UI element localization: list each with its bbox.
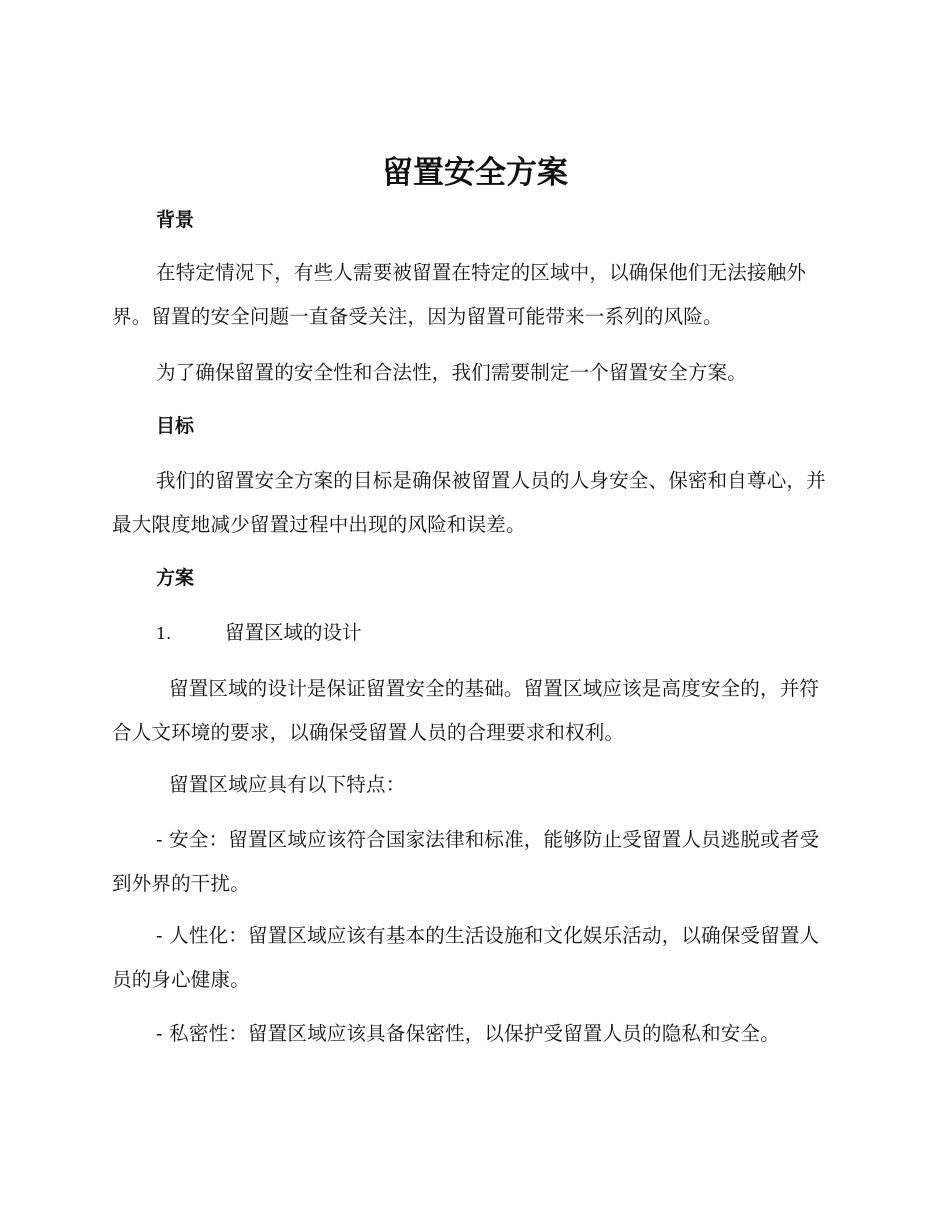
plan-list-item [156, 618, 362, 649]
feature-item-privacy: - 私密性：留置区域应该具备保密性，以保护受留置人员的隐私和安全。 [156, 1022, 780, 1045]
plan-paragraph-2: 留置区域应具有以下特点： [169, 773, 406, 796]
background-paragraph-1: 在特定情况下，有些人需要被留置在特定的区域中，以确保他们无法接触外界。留置的安全问题一直备受关注，因为留置可能带来一系列的风险。 [112, 261, 807, 328]
section-heading-plan: 方案 [156, 567, 195, 589]
section-heading-background: 背景 [156, 209, 195, 231]
document-title: 留置安全方案 [382, 155, 568, 191]
plan-paragraph-1: 留置区域的设计是保证留置安全的基础。留置区域应该是高度安全的，并符合人文环境的要求，以确保受留置人员的合理要求和权利。 [112, 677, 820, 744]
plan-item-number: 1. [156, 624, 172, 643]
goal-paragraph-1: 我们的留置安全方案的目标是确保被留置人员的人身安全、保密和自尊心，并最大限度地减少留置过程中出现的风险和误差。 [112, 469, 826, 536]
feature-item-humane: - 人性化：留置区域应该有基本的生活设施和文化娱乐活动，以确保受留置人员的身心健康。 [112, 924, 820, 991]
plan-item-title: 留置区域的设计 [225, 621, 362, 644]
section-heading-goal: 目标 [156, 415, 195, 437]
feature-item-security: - 安全：留置区域应该符合国家法律和标准，能够防止受留置人员逃脱或者受到外界的干扰。 [112, 828, 820, 895]
background-paragraph-2: 为了确保留置的安全性和合法性，我们需要制定一个留置安全方案。 [156, 361, 748, 384]
